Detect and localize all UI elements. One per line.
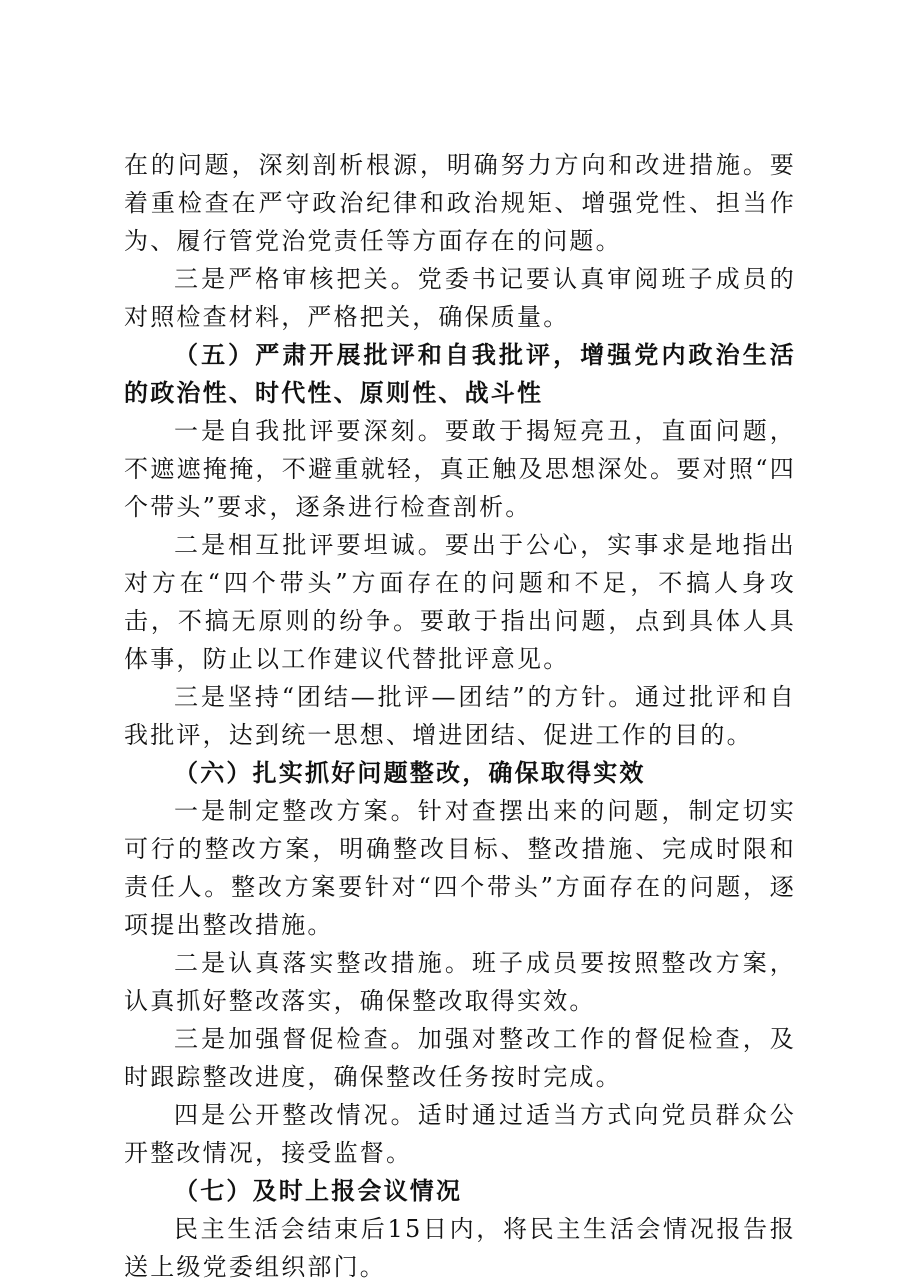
section-heading-6: （六）扎实抓好问题整改，确保取得实效 bbox=[174, 758, 646, 787]
paragraph-public-disclosure: 四是公开整改情况。适时通过适当方式向党员群众公开整改情况，接受监督。 bbox=[124, 1101, 796, 1167]
paragraph-strict-review: 三是严格审核把关。党委书记要认真审阅班子成员的对照检查材料，严格把关，确保质量。 bbox=[124, 265, 796, 331]
paragraph-unity-principle: 三是坚持“团结—批评—团结”的方针。通过批评和自我批评，达到统一思想、增进团结、促进工作的目的。 bbox=[124, 683, 796, 749]
document-body bbox=[124, 146, 796, 1286]
paragraph-report-submission: 民主生活会结束后15日内，将民主生活会情况报告报送上级党委组织部门。 bbox=[124, 1215, 796, 1281]
paragraph-supervision: 三是加强督促检查。加强对整改工作的督促检查，及时跟踪整改进度，确保整改任务按时完成。 bbox=[124, 1025, 796, 1091]
paragraph-implement-measures: 二是认真落实整改措施。班子成员要按照整改方案，认真抓好整改落实，确保整改取得实效。 bbox=[124, 949, 796, 1015]
continuation-paragraph: 在的问题，深刻剖析根源，明确努力方向和改进措施。要着重检查在严守政治纪律和政治规矩、增强党性、担当作为、履行管党治党责任等方面存在的问题。 bbox=[124, 151, 796, 255]
section-heading-5: （五）严肃开展批评和自我批评，增强党内政治生活的政治性、时代性、原则性、战斗性 bbox=[124, 340, 796, 407]
paragraph-rectification-plan: 一是制定整改方案。针对查摆出来的问题，制定切实可行的整改方案，明确整改目标、整改措施、完成时限和责任人。整改方案要针对“四个带头”方面存在的问题，逐项提出整改措施。 bbox=[124, 797, 796, 939]
paragraph-mutual-criticism: 二是相互批评要坦诚。要出于公心，实事求是地指出对方在“四个带头”方面存在的问题和不足，不搞人身攻击，不搞无原则的纷争。要敢于指出问题，点到具体人具体事，防止以工作建议代替批评意见。 bbox=[124, 531, 796, 673]
paragraph-self-criticism: 一是自我批评要深刻。要敢于揭短亮丑，直面问题，不遮遮掩掩，不避重就轻，真正触及思想深处。要对照“四个带头”要求，逐条进行检查剖析。 bbox=[124, 417, 796, 521]
section-heading-7: （七）及时上报会议情况 bbox=[174, 1176, 463, 1205]
